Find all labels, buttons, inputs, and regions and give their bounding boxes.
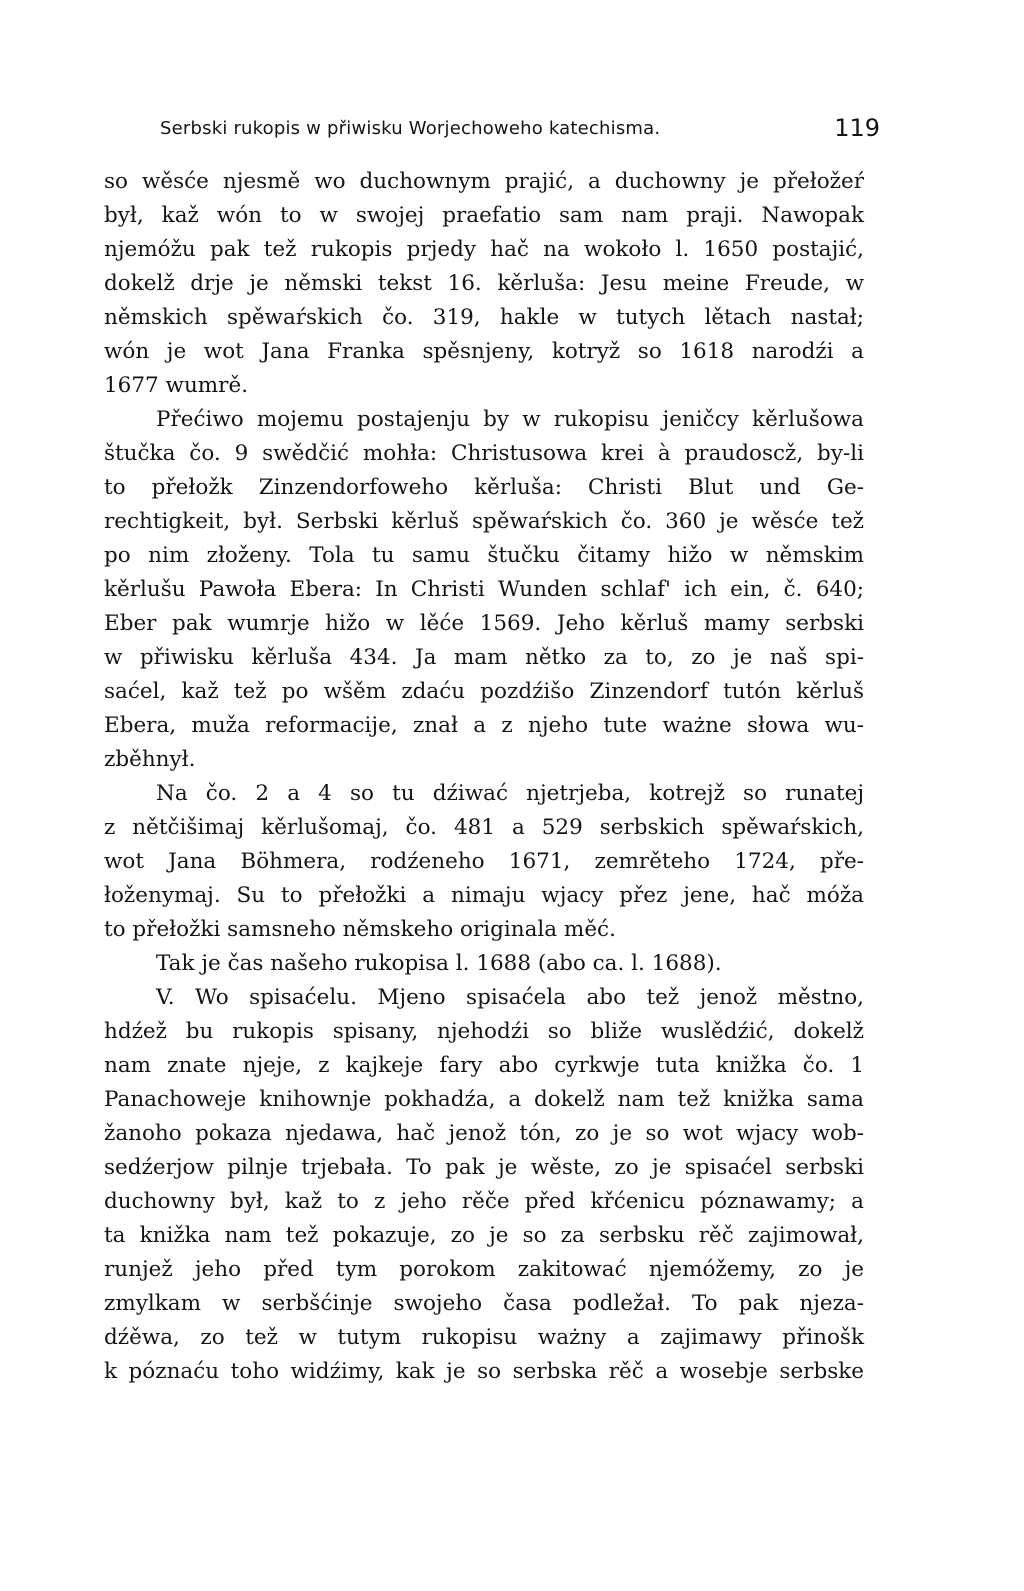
paragraph [104, 403, 864, 777]
page-header [152, 112, 880, 144]
text-line: dźěwa, zo tež w tutym rukopisu ważny a zajimawy přinošk [104, 1325, 864, 1350]
text-line: so wěsće njesmě wo duchownym prajić, a duchowny je přełožeŕ [104, 169, 864, 194]
text-line: Na čo. 2 a 4 so tu dźiwać njetrjeba, kotrejž so runatej [156, 781, 864, 806]
text-line: Panachoweje knihownje pokhadźa, a dokelž nam tež knižka sama [104, 1087, 864, 1112]
text-line: k póznaću toho widźimy, kak je so serbska rěč a wosebje serbske [104, 1359, 864, 1384]
text-line: wón je wot Jana Franka spěsnjeny, kotryž so 1618 narodźi a [104, 339, 864, 364]
text-line: njemóžu pak tež rukopis prjedy hač na wokoło l. 1650 postajić, [104, 237, 864, 262]
text-line: to přełožk Zinzendorfoweho kěrluša: Christi Blut und Ge- [104, 475, 864, 500]
text-line: Přećiwo mojemu postajenju by w rukopisu jeničcy kěrlušowa [156, 407, 864, 432]
text-line: zmylkam w serbšćinje swojeho časa podležał. To pak njeza- [104, 1291, 864, 1316]
text-line: hdźež bu rukopis spisany, njehodźi so bliže wuslědźić, dokelž [104, 1019, 864, 1044]
text-line: to přełožki samsneho němskeho originala měć. [104, 917, 616, 942]
text-line: był, kaž wón to w swojej praefatio sam nam praji. Nawopak [104, 203, 864, 228]
text-line: štučka čo. 9 swědčić mohła: Christusowa krei à praudoscž, by-li [104, 441, 864, 466]
text-line: ta knižka nam tež pokazuje, zo je so za serbsku rěč zajimował, [104, 1223, 864, 1248]
text-line: z nětčišimaj kěrlušomaj, čo. 481 a 529 serbskich spěwaŕskich, [104, 815, 864, 840]
text-line: wot Jana Böhmera, rodźeneho 1671, zemrěteho 1724, pře- [104, 849, 864, 874]
text-line: žanoho pokaza njedawa, hač jenož tón, zo je so wot wjacy wob- [104, 1121, 864, 1146]
text-line: V. Wo spisaćelu. Mjeno spisaćela abo tež jenož městno, [156, 985, 864, 1010]
page-number: 119 [834, 114, 880, 142]
text-line: dokelž drje je němski tekst 16. kěrluša: Jesu meine Freude, w [104, 271, 864, 296]
text-line: saćel, kaž tež po wšěm zdaću pozdźišo Zinzendorf tutón kěrluš [104, 679, 864, 704]
text-line: runjež jeho před tym porokom zakitować njemóžemy, zo je [104, 1257, 864, 1282]
text-line: 1677 wumrě. [104, 373, 249, 398]
text-line: sedźerjow pilnje trjebała. To pak je wěste, zo je spisaćel serbski [104, 1155, 864, 1180]
paragraph [104, 947, 864, 981]
text-line: łoženymaj. Su to přełožki a nimaju wjacy přez jene, hač móža [104, 883, 864, 908]
paragraph [104, 165, 864, 403]
text-line: po nim złoženy. Tola tu samu štučku čitamy hižo w němskim [104, 543, 864, 568]
running-title: Serbski rukopis w přiwisku Worjechoweho katechisma. [160, 118, 661, 139]
text-line: Tak je čas našeho rukopisa l. 1688 (abo ca. l. 1688). [156, 951, 722, 976]
body-text [104, 165, 864, 1389]
text-line: němskich spěwaŕskich čo. 319, hakle w tutych lětach nastał; [104, 305, 864, 330]
text-line: w přiwisku kěrluša 434. Ja mam nětko za to, zo je naš spi- [104, 645, 864, 670]
text-line: Ebera, muža reformacije, znał a z njeho tute ważne słowa wu- [104, 713, 864, 738]
paragraph [104, 981, 864, 1389]
text-line: rechtigkeit, był. Serbski kěrluš spěwaŕskich čo. 360 je wěsće tež [104, 509, 864, 534]
text-line: Eber pak wumrje hižo w lěće 1569. Jeho kěrluš mamy serbski [104, 611, 864, 636]
text-line: zběhnył. [104, 747, 196, 772]
text-line: duchowny był, kaž to z jeho rěče před křćenicu póznawamy; a [104, 1189, 864, 1214]
text-line: nam znate njeje, z kajkeje fary abo cyrkwje tuta knižka čo. 1 [104, 1053, 864, 1078]
paragraph [104, 777, 864, 947]
text-line: kěrlušu Pawoła Ebera: In Christi Wunden schlaf' ich ein, č. 640; [104, 577, 864, 602]
